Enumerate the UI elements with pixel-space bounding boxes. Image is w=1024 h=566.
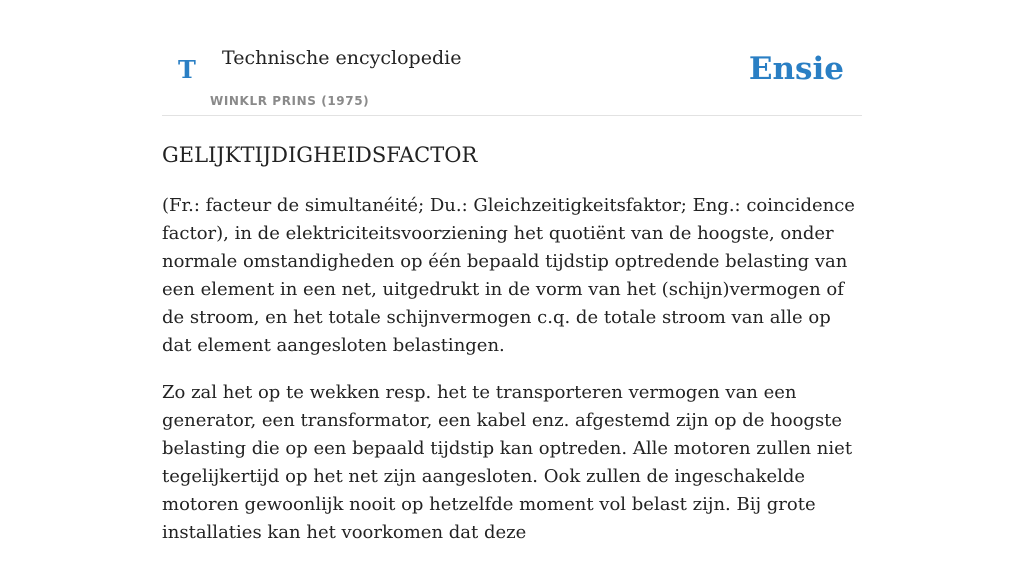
book-subtitle: WINKLR PRINS (1975) — [210, 94, 370, 108]
entry-title: GELIJKTIJDIGHEIDSFACTOR — [162, 143, 478, 167]
entry-body — [162, 192, 864, 566]
book-title-link[interactable]: Technische encyclopedie — [222, 47, 462, 69]
paragraph-1: (Fr.: facteur de simultanéité; Du.: Gleichzeitigkeitsfaktor; Eng.: coincidence factor), in de elektriciteitsvoorziening het quotiënt van de hoogste, onder normale omstandigheden op één bepaald tijdstip optredende belasting van een element in een net, uitgedrukt in de vorm van het (schijn)vermogen of de stroom, en het totale schijnvermogen c.q. de totale stroom van alle op dat element aangesloten belastingen. — [162, 195, 855, 356]
page — [162, 0, 862, 543]
header — [162, 0, 862, 116]
brand-logo[interactable]: Ensie — [748, 51, 844, 87]
logo-t-icon[interactable]: T — [178, 55, 196, 84]
paragraph-2: Zo zal het op te wekken resp. het te transporteren vermogen van een generator, een transformator, een kabel enz. afgestemd zijn op de hoogste belasting die op een bepaald tijdstip kan optreden. Alle motoren zullen niet tegelijkertijd op het net zijn aangesloten. Ook zullen de ingeschakelde motoren gewoonlijk nooit op hetzelfde moment vol belast zijn. Bij grote installaties kan het voorkomen dat deze — [162, 382, 853, 543]
